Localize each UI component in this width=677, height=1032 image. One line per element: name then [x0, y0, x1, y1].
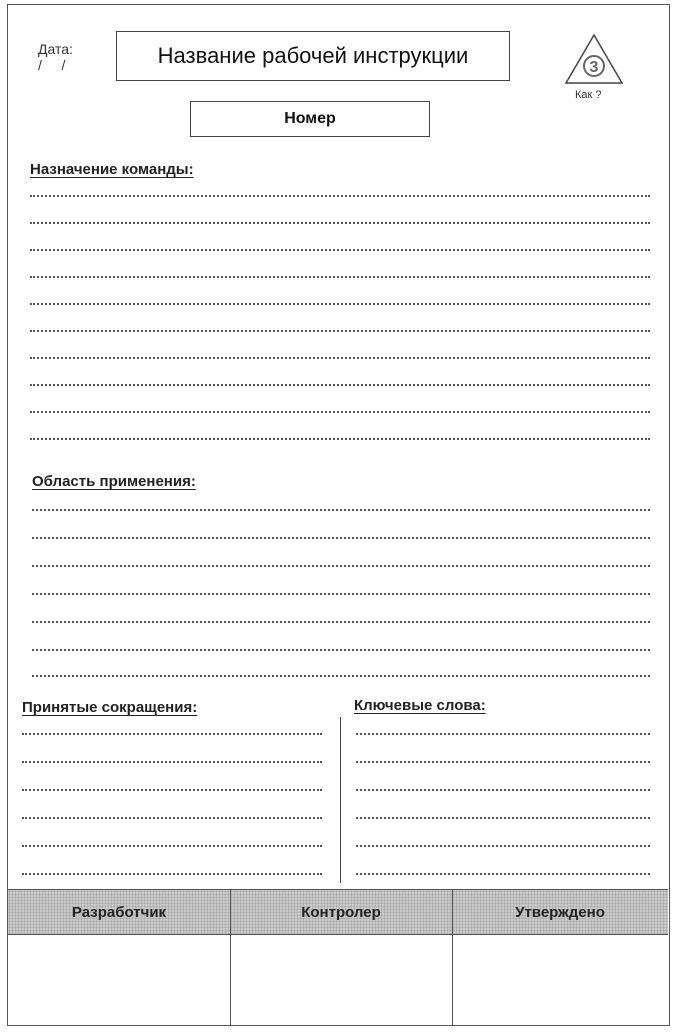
scope-line — [32, 565, 650, 567]
purpose-line — [30, 411, 650, 413]
date-label: Дата: — [38, 41, 73, 57]
purpose-line — [30, 384, 650, 386]
number-box — [190, 101, 430, 137]
date-value: / / — [38, 57, 68, 73]
purpose-line — [30, 249, 650, 251]
date-block — [38, 41, 73, 73]
abbreviations-line — [22, 733, 322, 735]
signatures-divider — [230, 890, 231, 1026]
keywords-line — [356, 845, 650, 847]
purpose-line — [30, 195, 650, 197]
controller-header: Контролер — [301, 903, 381, 921]
abbreviations-lines — [22, 733, 322, 881]
scope-line — [32, 649, 650, 651]
keywords-line — [356, 761, 650, 763]
scope-line — [32, 675, 650, 677]
approved-header: Утверждено — [515, 903, 605, 921]
purpose-line — [30, 330, 650, 332]
abbreviations-line — [22, 873, 322, 875]
purpose-line — [30, 438, 650, 440]
signatures-table — [8, 889, 668, 1026]
purpose-line — [30, 303, 650, 305]
instruction-title-box — [116, 31, 510, 81]
scope-lines — [32, 509, 650, 681]
number-label: Номер — [284, 110, 336, 127]
instruction-title: Название рабочей инструкции — [157, 43, 469, 68]
scope-line — [32, 593, 650, 595]
purpose-line — [30, 357, 650, 359]
scope-title: Область применения: — [32, 473, 196, 490]
how-label: Как ? — [575, 89, 602, 101]
abbreviations-title: Принятые сокращения: — [22, 699, 198, 716]
how-triangle-icon — [564, 33, 624, 85]
how-icon-number: 3 — [589, 59, 599, 76]
keywords-line — [356, 789, 650, 791]
purpose-lines — [30, 195, 650, 445]
scope-line — [32, 621, 650, 623]
abbreviations-line — [22, 845, 322, 847]
instruction-form — [7, 4, 670, 1026]
keywords-line — [356, 733, 650, 735]
scope-line — [32, 537, 650, 539]
abbreviations-line — [22, 817, 322, 819]
abbreviations-line — [22, 789, 322, 791]
keywords-title: Ключевые слова: — [354, 697, 486, 714]
signatures-divider — [452, 890, 453, 1026]
keywords-lines — [356, 733, 650, 881]
keywords-line — [356, 873, 650, 875]
scope-line — [32, 509, 650, 511]
purpose-line — [30, 276, 650, 278]
purpose-line — [30, 222, 650, 224]
keywords-line — [356, 817, 650, 819]
developer-header: Разработчик — [71, 903, 167, 921]
column-divider — [340, 717, 341, 883]
purpose-title: Назначение команды: — [30, 161, 194, 178]
abbreviations-line — [22, 761, 322, 763]
